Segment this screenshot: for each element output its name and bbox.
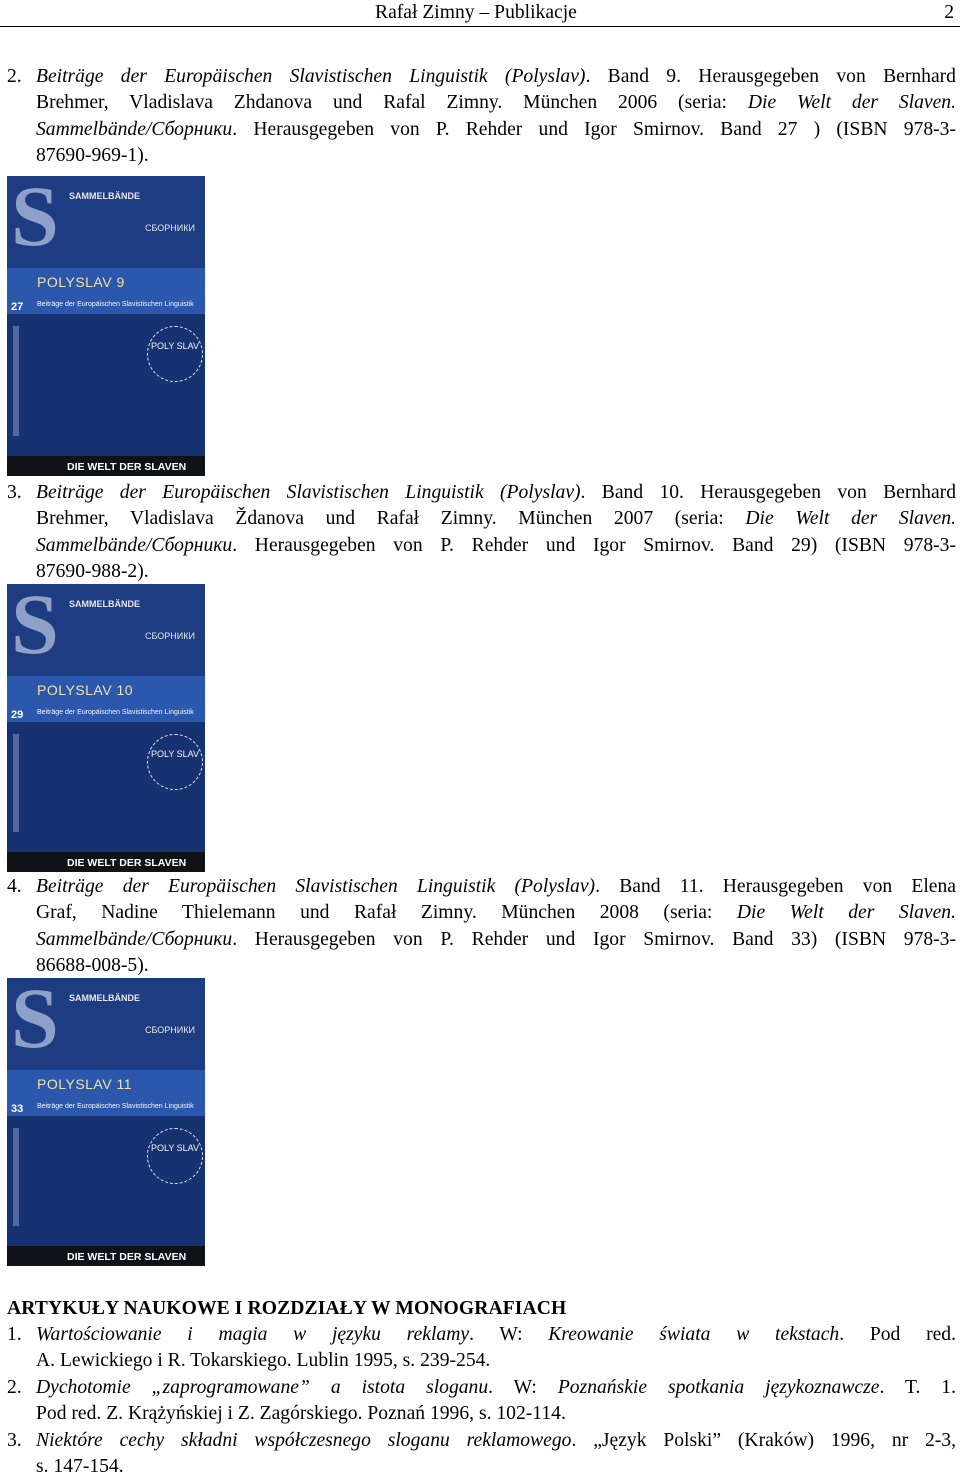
seal-text: POLY SLAV — [150, 1143, 200, 1153]
entry-line — [7, 506, 956, 532]
cover-subtitle: Beiträge der Europäischen Slavistischen Linguistik — [37, 301, 194, 308]
book-cover-image — [7, 978, 205, 1266]
italic-title: Kreowanie świata w tekstach — [548, 1324, 840, 1345]
cover-series-title: DIE WELT DER SLAVEN — [67, 1251, 187, 1263]
entry-number: 3. — [7, 482, 22, 503]
article-entry — [7, 1375, 956, 1428]
entry-number: 2. — [7, 66, 22, 87]
article-line — [7, 1428, 956, 1454]
entry-text: . Herausgegeben von P. Rehder und Igor Smirnov. Band 33) (ISBN 978-3- — [232, 928, 956, 950]
entry-line — [7, 533, 956, 559]
article-text: . W: — [488, 1377, 558, 1398]
italic-title: Beiträge der Europäischen Slavistischen Linguistik (Polyslav) — [36, 66, 586, 87]
entry-line — [7, 927, 956, 953]
cover-polyslav-title: POLYSLAV 11 — [37, 1076, 132, 1092]
article-line: A. Lewickiego i R. Tokarskiego. Lublin 1995, s. 239-254. — [36, 1350, 491, 1372]
seal-text: POLY SLAV — [150, 749, 200, 759]
entry-line — [7, 64, 956, 90]
italic-title: Poznańskie spotkania językoznawcze — [557, 1377, 880, 1398]
entry-number: 4. — [7, 876, 22, 897]
polyslav-seal-icon — [147, 326, 203, 382]
cover-subtitle: Beiträge der Europäischen Slavistischen Linguistik — [37, 1103, 194, 1110]
italic-title: Die Welt der Slaven. — [736, 902, 956, 924]
cover-volume-number: 33 — [11, 1103, 24, 1115]
section-heading: ARTYKUŁY NAUKOWE I ROZDZIAŁY W MONOGRAFIACH — [7, 1298, 567, 1319]
entry-text: Graf, Nadine Thielemann und Rafał Zimny. München 2008 (seria: — [36, 902, 737, 924]
cover-spine-strip — [13, 1128, 19, 1226]
s-logo-icon: S — [11, 584, 59, 672]
cover-polyslav-title: POLYSLAV 9 — [37, 274, 125, 290]
s-logo-icon: S — [11, 978, 59, 1066]
article-line: Pod red. Z. Krążyńskiej i Z. Zagórskiego. Poznań 1996, s. 102-114. — [36, 1403, 566, 1425]
entry-line — [7, 143, 956, 169]
entry-line — [7, 90, 956, 116]
cover-sammelbaende: SAMMELBÄNDE — [69, 599, 140, 609]
cover-sammelbaende: SAMMELBÄNDE — [69, 191, 140, 201]
cover-sborniki: СБОРНИКИ — [145, 631, 195, 641]
entry-text: Brehmer, Vladislava Zhdanova und Rafal Zimny. München 2006 (seria: — [36, 92, 748, 114]
article-entry — [7, 1322, 956, 1375]
article-text: . Pod red. — [839, 1324, 956, 1345]
page-number: 2 — [944, 2, 954, 23]
article-number: 2. — [7, 1377, 22, 1398]
entry-line — [7, 480, 956, 506]
cover-spine-strip — [13, 734, 19, 832]
article-number: 1. — [7, 1324, 22, 1345]
cover-polyslav-title: POLYSLAV 10 — [37, 682, 134, 698]
publication-entry — [7, 480, 956, 585]
article-entry — [7, 1428, 956, 1481]
cover-spine-strip — [13, 326, 19, 436]
article-text: . T. 1. — [879, 1377, 957, 1398]
entry-line — [7, 953, 956, 979]
s-logo-icon: S — [11, 176, 59, 264]
entry-text: . Band 9. Herausgegeben von Bernhard — [585, 66, 956, 87]
cover-volume-number: 27 — [11, 301, 24, 313]
italic-title: Sammelbände/Сборники — [36, 534, 233, 556]
entry-line — [7, 117, 956, 143]
article-text: . „Język Polski” (Kraków) 1996, nr 2-3, — [571, 1430, 956, 1451]
entry-text: Brehmer, Vladislava Ždanova und Rafał Zimny. München 2007 (seria: — [36, 508, 746, 530]
entry-text: 87690-969-1). — [36, 144, 149, 166]
entry-line — [7, 559, 956, 585]
article-line — [7, 1375, 956, 1401]
entry-line — [7, 900, 956, 926]
page-header — [0, 0, 960, 27]
seal-text: POLY SLAV — [150, 341, 200, 351]
italic-title: Wartościowanie i magia w języku reklamy — [36, 1324, 470, 1345]
book-cover-image — [7, 176, 205, 476]
article-line: s. 147-154. — [36, 1456, 124, 1478]
italic-title: Beiträge der Europäischen Slavistischen Linguistik (Polyslav) — [36, 482, 581, 503]
entry-text: 87690-988-2). — [36, 560, 149, 582]
book-cover-image — [7, 584, 205, 872]
publication-entry — [7, 874, 956, 979]
article-text: . W: — [469, 1324, 549, 1345]
entry-text: . Band 11. Herausgegeben von Elena — [595, 876, 956, 897]
publication-entry — [7, 64, 956, 169]
polyslav-seal-icon — [147, 734, 203, 790]
article-number: 3. — [7, 1430, 22, 1451]
cover-volume-number: 29 — [11, 709, 24, 721]
article-line — [7, 1322, 956, 1348]
italic-title: Dychotomie „zaprogramowane” a istota sloganu — [36, 1377, 489, 1398]
cover-series-title: DIE WELT DER SLAVEN — [67, 461, 187, 473]
polyslav-seal-icon — [147, 1128, 203, 1184]
header-title: Rafał Zimny – Publikacje — [375, 2, 577, 23]
entry-line — [7, 874, 956, 900]
entry-text: . Band 10. Herausgegeben von Bernhard — [580, 482, 956, 503]
italic-title: Sammelbände/Сборники — [36, 118, 233, 140]
italic-title: Sammelbände/Сборники — [36, 928, 233, 950]
entry-text: 86688-008-5). — [36, 954, 149, 976]
entry-text: . Herausgegeben von P. Rehder und Igor Smirnov. Band 27 ) (ISBN 978-3- — [232, 118, 956, 140]
italic-title: Die Welt der Slaven. — [745, 508, 956, 530]
italic-title: Beiträge der Europäischen Slavistischen Linguistik (Polyslav) — [36, 876, 596, 897]
cover-subtitle: Beiträge der Europäischen Slavistischen Linguistik — [37, 709, 194, 716]
cover-sammelbaende: SAMMELBÄNDE — [69, 993, 140, 1003]
cover-sborniki: СБОРНИКИ — [145, 223, 195, 233]
entry-text: . Herausgegeben von P. Rehder und Igor Smirnov. Band 29) (ISBN 978-3- — [232, 534, 956, 556]
cover-series-title: DIE WELT DER SLAVEN — [67, 857, 187, 869]
italic-title: Niektóre cechy składni współczesnego sloganu reklamowego — [36, 1430, 572, 1451]
cover-sborniki: СБОРНИКИ — [145, 1025, 195, 1035]
italic-title: Die Welt der Slaven. — [747, 92, 957, 114]
